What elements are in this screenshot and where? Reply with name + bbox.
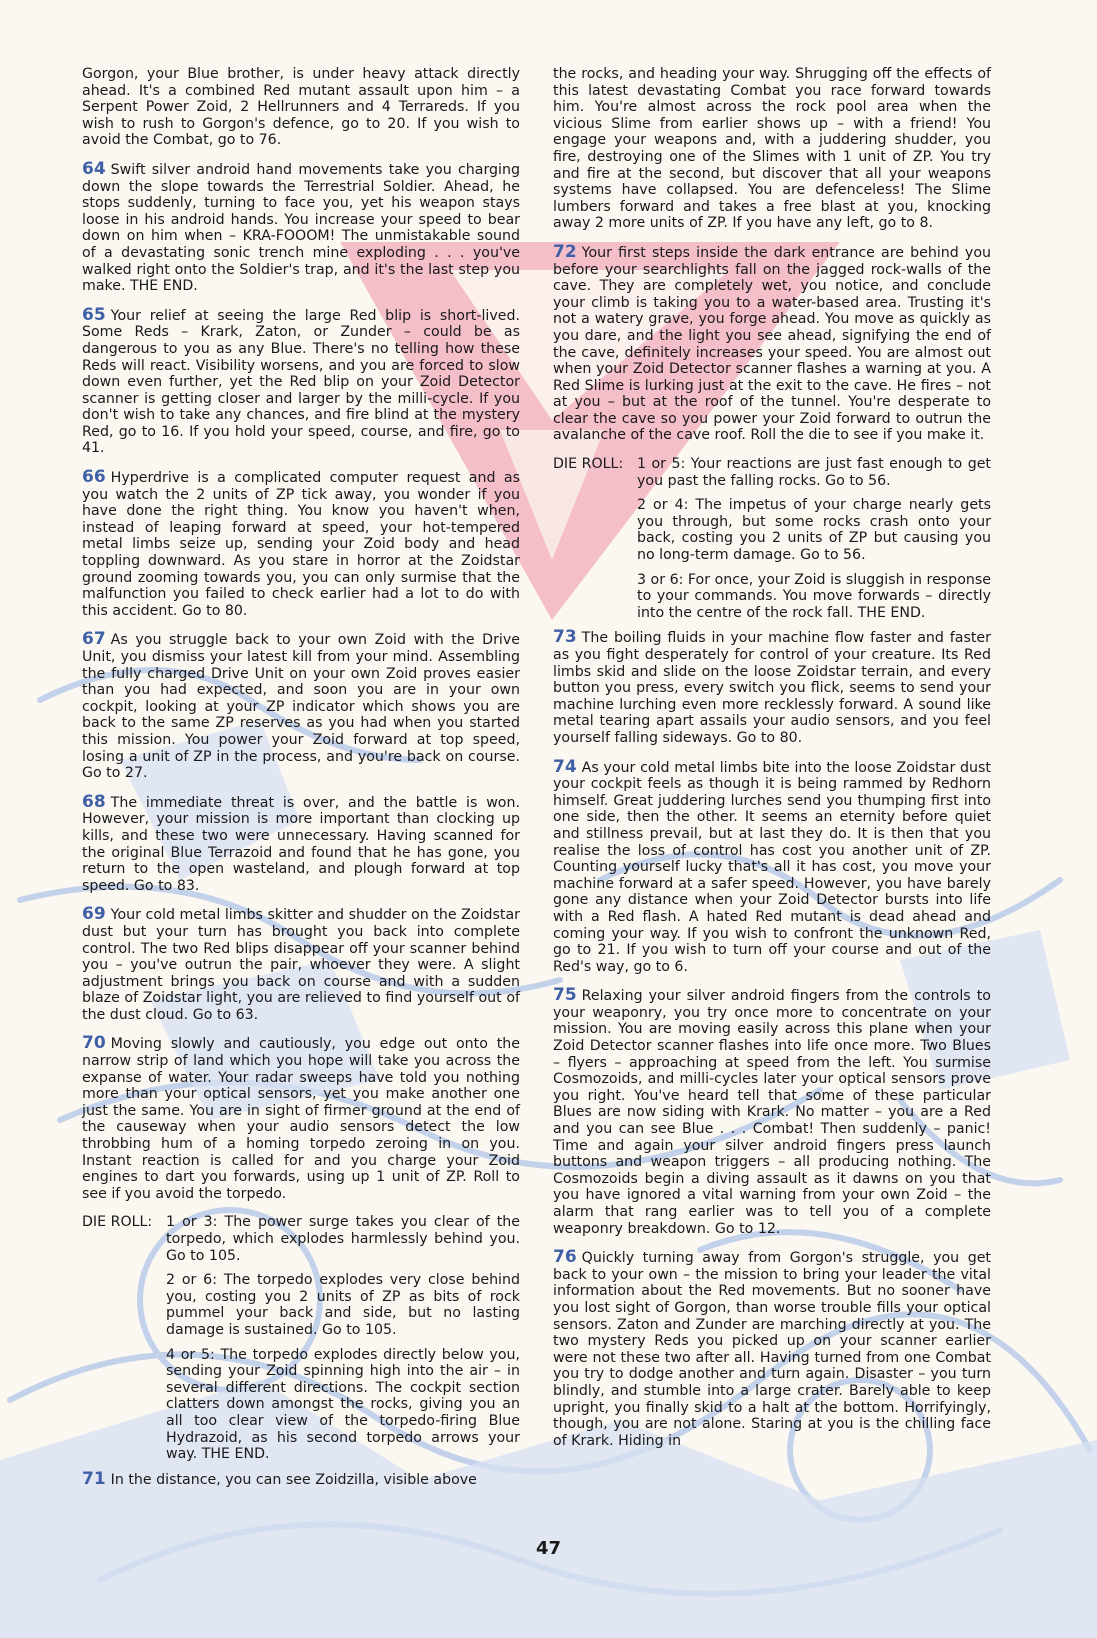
- die-roll-72: [553, 456, 991, 621]
- section-text: As your cold metal limbs bite into the loose Zoidstar dust your cockpit feels as though it is being rammed by Redhorn himself. Great juddering lurches send you thumping first into one side, then the other. It seems an eternity before quiet and stillness prevail, but at last they do. It is then that you realise the loss of control has cost you another unit of ZP. Counting yourself lucky that's all it has cost, you move your machine forward at a safer speed. However, you have barely gone any distance when your Zoid Detector bursts into life with a Red flash. A hated Red mutant is dead ahead and coming your way. If you wish to confront the unknown Red, go to 21. If you wish to turn off your course and out of the Red's way, go to 6.: [553, 759, 991, 975]
- section-number: 73: [553, 627, 577, 648]
- section-66: [82, 469, 520, 619]
- section-number: 70: [82, 1033, 106, 1054]
- section-number: 72: [553, 241, 577, 262]
- section-text: In the distance, you can see Zoidzilla, visible above: [110, 1471, 477, 1488]
- die-roll-option: 4 or 5: The torpedo explodes directly below you, sending your Zoid spinning high into the air – in several different directions. The cockpit section clatters down amongst the rocks, giving you an all too clear view of the torpedo-firing Blue Hydrazoid, as his second torpedo arrows your way. THE END.: [166, 1346, 520, 1463]
- die-roll-options: [166, 1214, 520, 1462]
- die-roll-label: DIE ROLL:: [82, 1214, 153, 1231]
- section-74: [553, 756, 991, 976]
- section-number: 71: [82, 1468, 106, 1489]
- section-text: The boiling fluids in your machine flow faster and faster as you fight desperately for control of your creature. Its Red limbs skid and slide on the loose Zoidstar terrain, and every button you press, every switch you flick, seems to send your machine lurching even more recklessly forward. A sound like metal tearing apart assails your audio sensors, and you feel yourself falling sideways. Go to 80.: [553, 630, 991, 746]
- section-73: [553, 629, 991, 746]
- section-69: [82, 906, 520, 1023]
- section-71: [82, 1468, 520, 1489]
- section-70: [82, 1035, 520, 1202]
- section-text: As you struggle back to your own Zoid with the Drive Unit, you dismiss your latest kill from your mind. Assembling the fully charged Drive Unit on your own Zoid proves easier than you had expected, and soon you are in your own cockpit, looking at your ZP indicator which shows you are back to the same ZP reserves as you had when you started this mission. You power your Zoid forward at top speed, losing a unit of ZP in the process, and you're back on course. Go to 27.: [82, 632, 520, 782]
- section-text: Your cold metal limbs skitter and shudder on the Zoidstar dust but your turn has brought you back into complete control. The two Red blips disappear off your scanner behind you – you've outrun the pair, whoever they were. A slight adjustment brings you back on course and with a sudden blaze of Zoidstar light, you are relieved to find yourself out of the dust cloud. Go to 63.: [82, 907, 520, 1023]
- section-75: [553, 987, 991, 1237]
- section-text: Quickly turning away from Gorgon's struggle, you get back to your own – the mission to bring your leader the vital information about the Red movements. But no sooner have you lost sight of Gorgon, than worse trouble fills your optical sensors. Zaton and Zunder are marching directly at you. The two mystery Reds you picked up on your scanner earlier were not these two after all. Having turned from one Combat you try to dodge another and turn again. Disaster – you turn blindly, and stumble into a large crater. Barely able to keep upright, you finally skid to a halt at the bottom. Horrifyingly, though, you are not alone. Staring at you is the chilling face of Krark. Hiding in: [553, 1250, 991, 1449]
- section-68: [82, 791, 520, 895]
- die-roll-option: 1 or 5: Your reactions are just fast enough to get you past the falling rocks. Go to 56.: [637, 456, 991, 489]
- die-roll-option: 2 or 6: The torpedo explodes very close behind you, costing you 2 units of ZP as bits of rock pummel your back and side, but no lasting damage is sustained. Go to 105.: [166, 1272, 520, 1338]
- die-roll-label: DIE ROLL:: [553, 456, 624, 473]
- section-text: Your first steps inside the dark entrance are behind you before your searchlights fall on the jagged rock-walls of the cave. They are completely wet, you notice, and conclude your climb is taking you to a water-based area. Trusting it's not a watery grave, you forge ahead. You move as quickly as you dare, and the light you see ahead, signifying the end of the cave, definitely increases your speed. You are almost out when your Zoid Detector scanner flashes a warning at you. A Red Slime is lurking just at the exit to the cave. He fires – not at you – but at the roof of the tunnel. You're desperate to clear the cave so you power your Zoid forward to outrun the avalanche of the cave roof. Roll the die to see if you make it.: [553, 244, 991, 444]
- section-64: [82, 158, 520, 295]
- section-71-continued: [553, 66, 991, 232]
- section-text: the rocks, and heading your way. Shrugging off the effects of this latest devastating Combat you race forward towards him. You're almost across the rock pool area when the vicious Slime from earlier shows up – with a friend! You engage your weapons and, with a juddering shudder, you fire, destroying one of the Slimes with 1 unit of ZP. You try and fire at the second, but discover that all your weapons systems have collapsed. You are defenceless! The Slime lumbers forward and takes a free blast at you, knocking away 2 more units of ZP. If you have any left, go to 8.: [553, 66, 991, 232]
- page-number: 47: [535, 1538, 562, 1559]
- section-number: 76: [553, 1247, 577, 1268]
- die-roll-option: 3 or 6: For once, your Zoid is sluggish in response to your commands. You move forwards – directly into the centre of the rock fall. THE END.: [637, 571, 991, 621]
- section-63-continued: [82, 66, 520, 149]
- section-text: Your relief at seeing the large Red blip is short-lived. Some Reds – Krark, Zaton, or Zunder – could be as dangerous to you as any Blue. There's no telling how these Reds will react. Visibility worsens, and you are forced to slow down even further, yet the Red blip on your Zoid Detector scanner is getting closer and larger by the milli-cycle. If you don't wish to take any chances, and fire blind at the mystery Red, go to 16. If you hold your speed, course, and fire, go to 41.: [82, 307, 520, 457]
- section-number: 74: [553, 756, 577, 777]
- section-67: [82, 631, 520, 781]
- section-text: Gorgon, your Blue brother, is under heavy attack directly ahead. It's a combined Red mutant assault upon him – a Serpent Power Zoid, 2 Hellrunners and 4 Terrareds. If you wish to rush to Gorgon's defence, go to 20. If you wish to avoid the Combat, go to 76.: [82, 66, 520, 149]
- section-65: [82, 304, 520, 457]
- section-number: 69: [82, 904, 106, 925]
- section-72: [553, 241, 991, 444]
- die-roll-70: [82, 1214, 520, 1462]
- die-roll-options: [637, 456, 991, 621]
- section-text: Swift silver android hand movements take you charging down the slope towards the Terrestrial Soldier. Ahead, he stops suddenly, turning to face you, yet his weapon stays loose in his android hands. You increase your speed to bear down on him when – KRA-FOOOM! The unmistakable sound of a devastating sonic trench mine exploding . . . you've walked right onto the Soldier's trap, and it's the last step you make. THE END.: [82, 161, 520, 295]
- section-text: Relaxing your silver android fingers from the controls to your weaponry, you try once more to concentrate on your mission. You are moving easily across this plane when your Zoid Detector scanner flashes into life once more. Two Blues – flyers – approaching at speed from the left. You surmise Cosmozoids, and milli-cycles later your optical sensors prove you right. You've heard tell that some of these particular Blues are now siding with Krark. No matter – you are a Red and you can see Blue . . . Combat! Then suddenly – panic! Time and again your silver android fingers press launch buttons and weapon triggers – all producing nothing. The Cosmozoids begin a diving assault as it dawns on you that you have ignored a vital warning from your own Zoid – the alarm that rang earlier was to tell you of a complete weaponry breakdown. Go to 12.: [553, 988, 991, 1237]
- section-76: [553, 1249, 991, 1449]
- left-column: [82, 66, 520, 1500]
- die-roll-option: 1 or 3: The power surge takes you clear of the torpedo, which explodes harmlessly behind you. Go to 105.: [166, 1214, 520, 1264]
- right-column: [553, 66, 991, 1461]
- section-text: The immediate threat is over, and the battle is won. However, your mission is more important than clocking up kills, and these two were unnecessary. Having scanned for the original Blue Terrazoid and found that he has gone, you return to the open wasteland, and plough forward at top speed. Go to 83.: [82, 794, 520, 894]
- section-number: 64: [82, 158, 106, 179]
- die-roll-option: 2 or 4: The impetus of your charge nearly gets you through, but some rocks crash onto your back, costing you 2 units of ZP but causing you no long-term damage. Go to 56.: [637, 497, 991, 564]
- section-number: 75: [553, 985, 577, 1006]
- section-number: 67: [82, 629, 106, 650]
- section-text: Hyperdrive is a complicated computer request and as you watch the 2 units of ZP tick away, you wonder if you have done the right thing. You know you haven't when, instead of leaping forward at speed, your hot-tempered metal limbs seize up, sending your Zoid body and head toppling downward. As you stare in horror at the Zoidstar ground zooming towards you, you can only surmise that the malfunction you failed to check earlier had a lot to do with this accident. Go to 80.: [82, 470, 520, 619]
- section-number: 66: [82, 467, 106, 488]
- section-text: Moving slowly and cautiously, you edge out onto the narrow strip of land which you hope will take you across the expanse of water. Your radar sweeps have told you nothing more than your optical sensors, yet you make another one just the same. You are in sight of firmer ground at the end of the causeway when your audio sensors detect the low throbbing hum of a homing torpedo zeroing in on you. Instant reaction is called for and you charge your Zoid engines to dart you forwards, using up 1 unit of ZP. Roll to see if you avoid the torpedo.: [82, 1036, 520, 1202]
- section-number: 68: [82, 791, 106, 812]
- section-number: 65: [82, 304, 106, 325]
